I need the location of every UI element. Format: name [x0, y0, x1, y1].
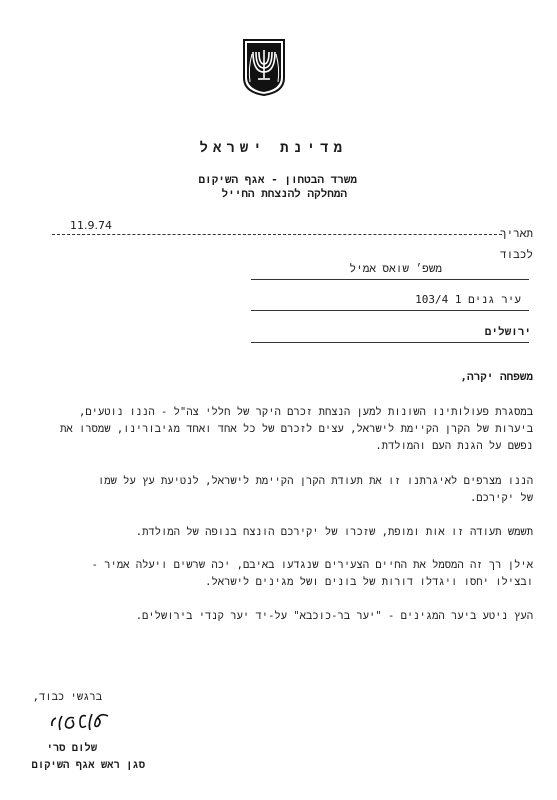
- signer-title: סגן ראש אגף השיקום: [31, 759, 145, 771]
- address-street-line: [251, 310, 529, 311]
- paragraph-1-line: ביערות של הקרן הקיימת לישראל, עצים לזכרם של כל אחד ואחד מגיבורינו, שמסרו את: [60, 423, 533, 435]
- paragraph-2-line: של יקירכם.: [469, 492, 533, 504]
- paragraph-1-line: נפשם על הגנת העם והמולדת.: [375, 440, 533, 452]
- address-to: לכבוד: [499, 248, 533, 261]
- handwritten-signature: [46, 708, 112, 736]
- address-city-line: [251, 342, 529, 343]
- paragraph-5: העץ ניטע ביער המגינים - "יער בר-כוכבא" על-יד יער קנדי בירושלים.: [135, 610, 533, 622]
- department-heading: המחלקה להנצחת החייל: [221, 187, 347, 200]
- closing-regards: ברגשי כבוד,: [32, 691, 102, 703]
- paragraph-4-line: אילן רך זה המסמל את החיים הצעירים שנגדעו באיבם, יכה שרשים ויעלה אמיר -: [91, 559, 533, 571]
- date-line: [52, 234, 502, 235]
- greeting: משפחה יקרה,: [460, 370, 533, 383]
- paragraph-1-line: במסגרת פעולותינו השונות למען הנצחת זכרם היקר של חללי צה"ל - הננו נוטעים,: [79, 406, 533, 418]
- ministry-heading: משרד הבטחון - אגף השיקום: [198, 173, 357, 186]
- address-city: ירושלים: [484, 325, 531, 338]
- date-value: 11.9.74: [70, 219, 112, 232]
- address-street: עיר גנים 1 103/4: [415, 293, 521, 306]
- signer-name: שלום סרי: [46, 742, 97, 754]
- address-name: משפ׳ שואס אמיל: [349, 262, 442, 275]
- state-heading: מדינת ישראל: [199, 140, 347, 156]
- paragraph-2-line: הננו מצרפים לאיגרתנו זו את תעודת הקרן הקיימת לישראל, לנטיעת עץ על שמו: [97, 475, 533, 487]
- paragraph-3: תשמש תעודה זו אות ומופת, שזכרו של יקירכם הונצח בנופה של המולדת.: [135, 526, 533, 538]
- state-emblem-icon: [242, 38, 286, 96]
- address-name-line: [251, 279, 529, 280]
- date-label: תאריך: [499, 227, 533, 240]
- paragraph-4-line: ובצילו יחסו ויגדלו דורות של בונים ושל מגינים לישראל.: [205, 576, 533, 588]
